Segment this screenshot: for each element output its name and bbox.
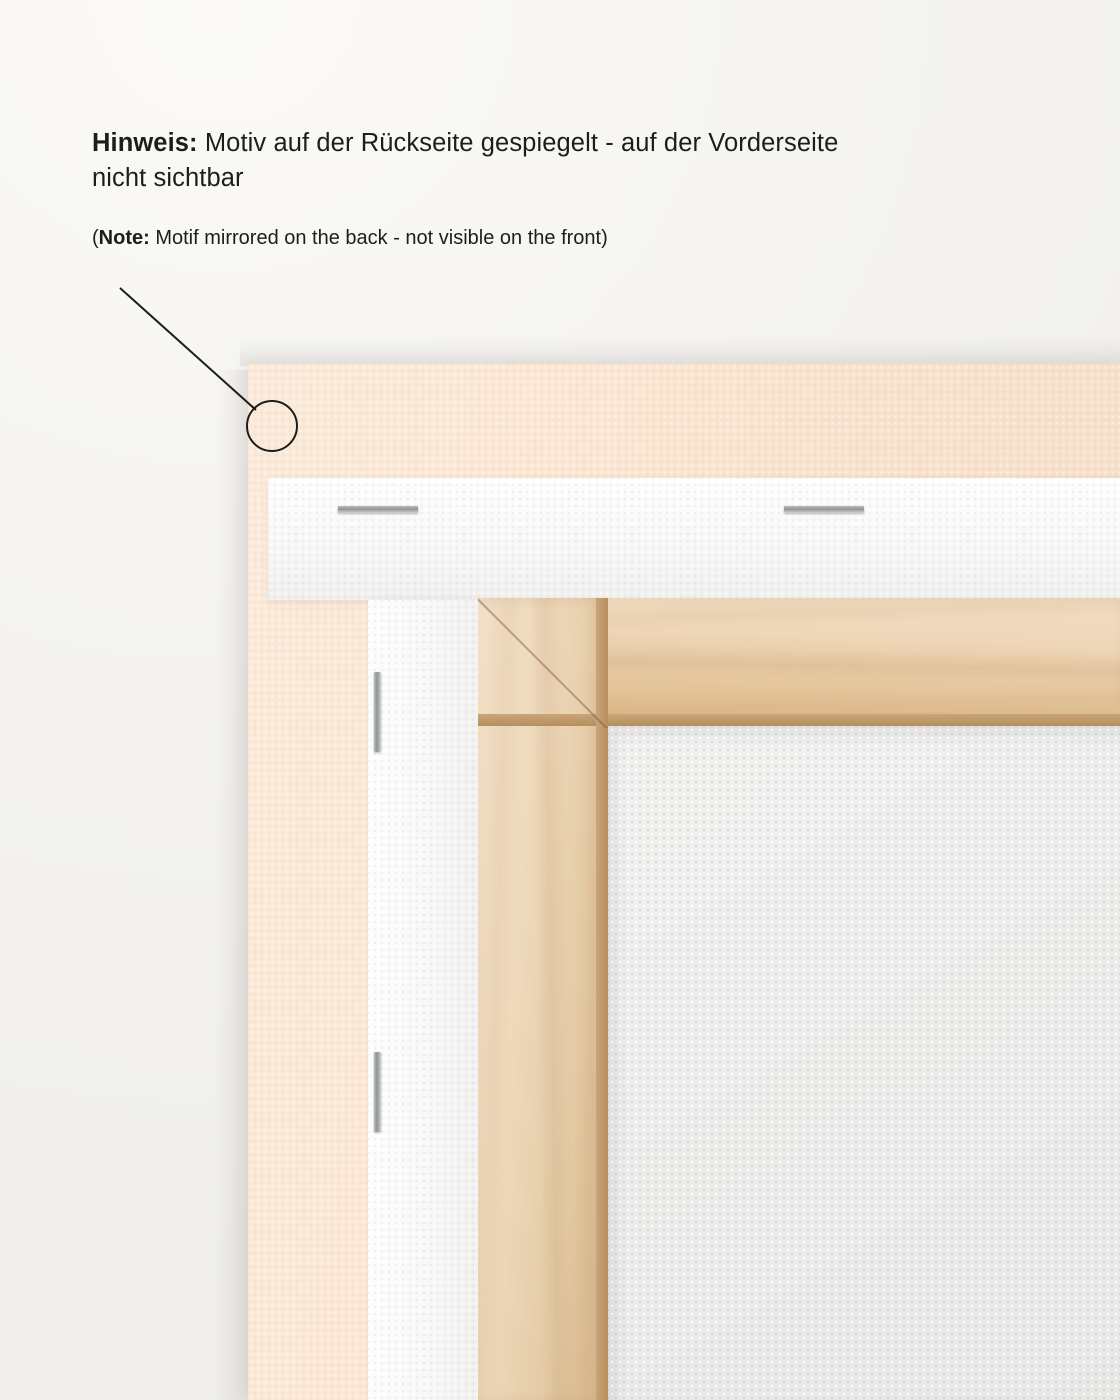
annotation-german-label: Hinweis: — [92, 129, 198, 157]
staple-left-lower — [374, 1052, 381, 1132]
annotation-english-text: Motif mirrored on the back - not visible on the front) — [149, 227, 608, 249]
canvas-shadow-top — [240, 334, 1120, 366]
annotation-german-text: Motiv auf der Rückseite gespiegelt - auf der Vorderseite nicht sichtbar — [92, 129, 839, 192]
staple-left-upper — [374, 672, 381, 752]
annotation-english-label: Note: — [98, 227, 150, 249]
folded-canvas-top — [268, 478, 1120, 600]
canvas-weave-texture-top — [268, 478, 1120, 600]
annotation-text-block — [92, 126, 892, 252]
annotation-german — [92, 126, 892, 196]
mitre-joint — [478, 598, 610, 728]
canvas-back-surface — [608, 726, 1120, 1400]
staple-top-right — [784, 506, 864, 513]
canvas-weave-texture-left — [368, 600, 478, 1400]
canvas-weave-texture-inner — [608, 726, 1120, 1400]
folded-canvas-left — [368, 600, 478, 1400]
annotation-english-open: ( — [92, 227, 99, 249]
canvas-shadow-left — [214, 370, 250, 1400]
staple-top-left — [338, 506, 418, 513]
annotation-english — [92, 224, 892, 252]
